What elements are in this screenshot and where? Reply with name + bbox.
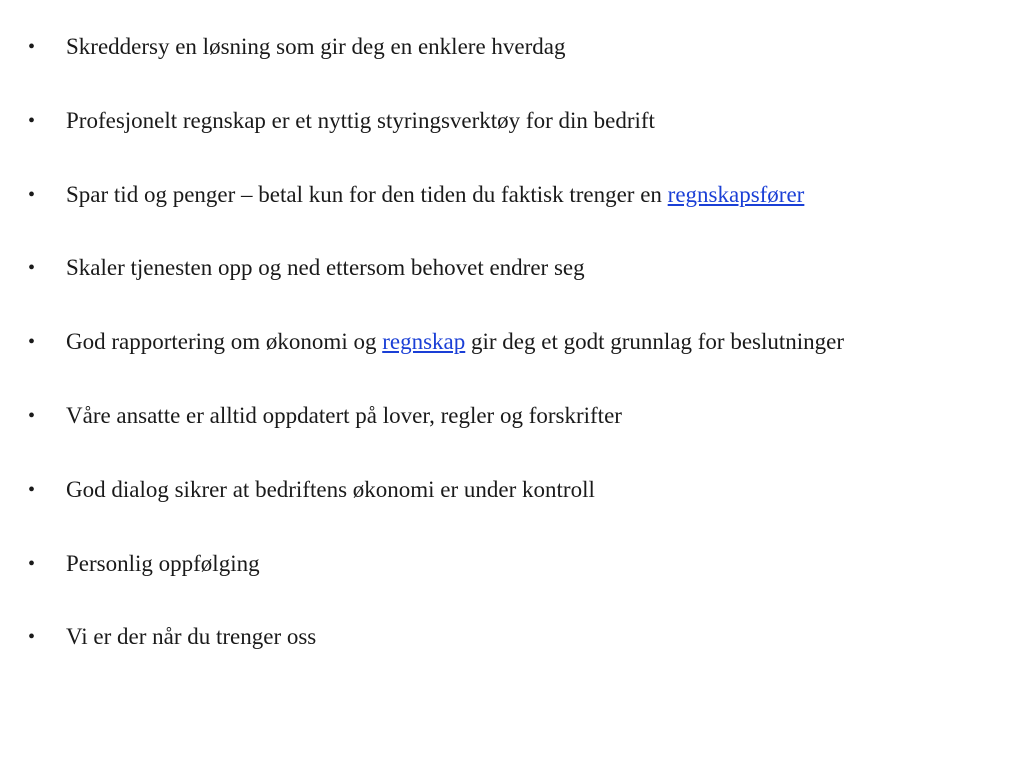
bullet-icon: • <box>28 257 36 280</box>
list-item-text <box>66 251 1004 285</box>
regnskap-link[interactable]: regnskap <box>382 329 466 355</box>
list-item-text <box>66 547 1004 581</box>
regnskapsforer-link[interactable]: regnskapsfører <box>667 181 805 207</box>
list-item <box>28 30 1004 104</box>
bullet-icon: • <box>28 626 36 649</box>
list-item <box>28 178 1004 252</box>
list-item <box>28 399 1004 473</box>
list-item-text-before: Skaler tjenesten opp og ned ettersom behovet endrer seg <box>66 255 585 281</box>
bullet-icon: • <box>28 331 36 354</box>
list-item <box>28 473 1004 547</box>
list-item <box>28 620 1004 694</box>
list-item-text <box>66 620 1004 654</box>
list-item-text <box>66 104 1004 138</box>
bullet-icon: • <box>28 404 36 427</box>
list-item-text <box>66 325 1004 359</box>
list-item <box>28 251 1004 325</box>
bullet-list <box>28 30 1004 694</box>
list-item-text-before: God dialog sikrer at bedriftens økonomi er under kontroll <box>66 476 595 502</box>
list-item-text-after: gir deg et godt grunnlag for beslutninger <box>465 329 845 355</box>
list-item-text-before: Vi er der når du trenger oss <box>66 624 317 650</box>
bullet-icon: • <box>28 552 36 575</box>
list-item-text <box>66 473 1004 507</box>
list-item <box>28 104 1004 178</box>
list-item-text-before: Våre ansatte er alltid oppdatert på lover, regler og forskrifter <box>66 402 622 428</box>
bullet-icon: • <box>28 109 36 132</box>
list-item-text-before: Skreddersy en løsning som gir deg en enklere hverdag <box>66 34 566 59</box>
list-item-text-before: Profesjonelt regnskap er et nyttig styringsverktøy for din bedrift <box>66 107 655 133</box>
list-item-text-before: Spar tid og penger – betal kun for den tiden du faktisk trenger en <box>66 181 668 207</box>
list-item-text <box>66 399 1004 433</box>
bullet-icon: • <box>28 478 36 501</box>
bullet-icon: • <box>28 36 36 58</box>
list-item-text-before: God rapportering om økonomi og <box>66 329 383 355</box>
list-item <box>28 547 1004 621</box>
bullet-icon: • <box>28 183 36 206</box>
list-item-text <box>66 30 1004 64</box>
list-item-text <box>66 178 1004 212</box>
list-item <box>28 325 1004 399</box>
list-item-text-before: Personlig oppfølging <box>66 550 260 576</box>
